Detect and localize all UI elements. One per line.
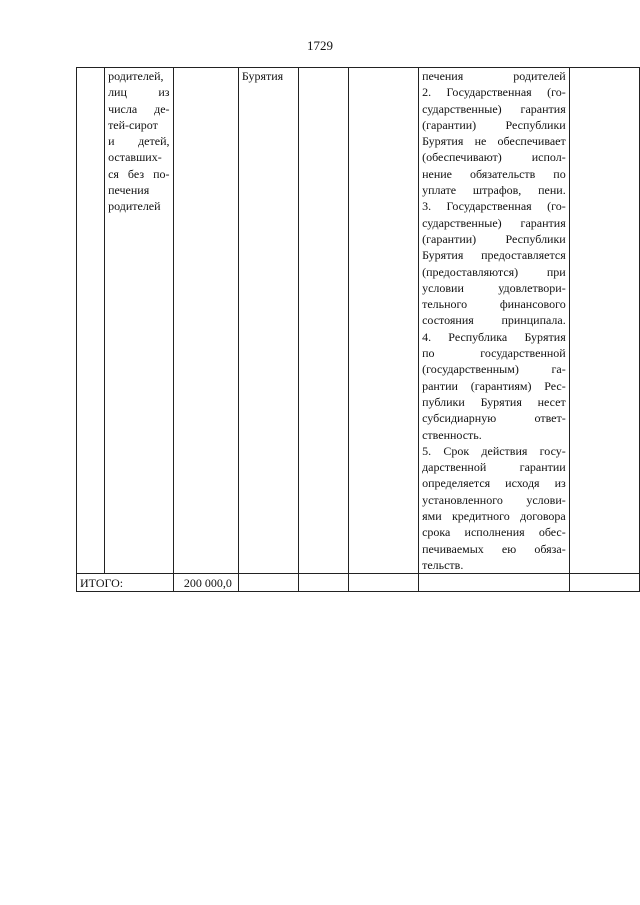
text-line: субсидиарную ответ- (422, 411, 566, 426)
text-line: печиваемых ею обяза- (422, 541, 566, 556)
text-line: лиц из (108, 85, 170, 100)
cell-category (105, 68, 173, 574)
text-line: установленного услови- (422, 492, 566, 507)
text-line: тельств. (422, 557, 464, 572)
cell-col3 (173, 68, 238, 574)
text-line: родителей (108, 199, 161, 214)
text-line: (предоставляются) при (422, 264, 566, 279)
guarantee-table (76, 67, 640, 592)
text-line: уплате штрафов, пени. (422, 183, 566, 198)
total-amount: 200 000,0 (173, 574, 238, 592)
cell-col8 (569, 68, 639, 574)
text-line: Бурятия не обеспечивает (422, 134, 566, 149)
conditions-text (422, 68, 566, 573)
text-line: дарственной гарантии (422, 460, 566, 475)
page-number: 1729 (307, 38, 333, 53)
text-line: печения родителей (422, 69, 566, 83)
total-label: ИТОГО: (77, 574, 174, 592)
text-line: ся без по- (108, 166, 170, 181)
text-line: по государственной (422, 346, 566, 361)
table-row (77, 68, 640, 574)
text-line: тельного финансового (422, 297, 566, 312)
text-line: срока исполнения обес- (422, 525, 566, 540)
text-line: определяется исходя из (422, 476, 566, 491)
text-line: сударственные) гарантия (422, 215, 566, 230)
text-line: (обеспечивают) испол- (422, 150, 566, 165)
text-line: (гарантии) Республики (422, 231, 566, 246)
cell-col1 (77, 68, 105, 574)
cell-col6 (348, 68, 418, 574)
category-text (108, 68, 169, 215)
text-line: 3. Государственная (го- (422, 199, 566, 214)
cell-conditions (419, 68, 570, 574)
total-empty-1 (238, 574, 298, 592)
text-line: числа де- (108, 101, 170, 116)
text-line: Бурятия предоставляется (422, 248, 566, 263)
text-line: и детей, (108, 134, 170, 149)
text-line: (гарантии) Республики (422, 117, 566, 132)
text-line: 5. Срок действия госу- (422, 443, 566, 458)
text-line: сударственные) гарантия (422, 101, 566, 116)
total-empty-4 (419, 574, 570, 592)
text-line: оставших- (108, 150, 162, 165)
cell-region: Бурятия (238, 68, 298, 574)
text-line: печения (108, 183, 150, 198)
text-line: тей-сирот (108, 117, 158, 132)
text-line: родителей, (108, 69, 164, 83)
text-line: (государственным) га- (422, 362, 566, 377)
total-empty-2 (298, 574, 348, 592)
text-line: ственность. (422, 427, 482, 442)
text-line: условии удовлетвори- (422, 280, 566, 295)
total-empty-3 (348, 574, 418, 592)
text-line: состояния принципала. (422, 313, 566, 328)
text-line: нение обязательств по (422, 166, 566, 181)
text-line: рантии (гарантиям) Рес- (422, 378, 566, 393)
text-line: 4. Республика Бурятия (422, 329, 566, 344)
total-row (77, 574, 640, 592)
text-line: 2. Государственная (го- (422, 85, 566, 100)
cell-col5 (298, 68, 348, 574)
text-line: ями кредитного договора (422, 509, 566, 524)
total-empty-5 (569, 574, 639, 592)
text-line: публики Бурятия несет (422, 394, 566, 409)
